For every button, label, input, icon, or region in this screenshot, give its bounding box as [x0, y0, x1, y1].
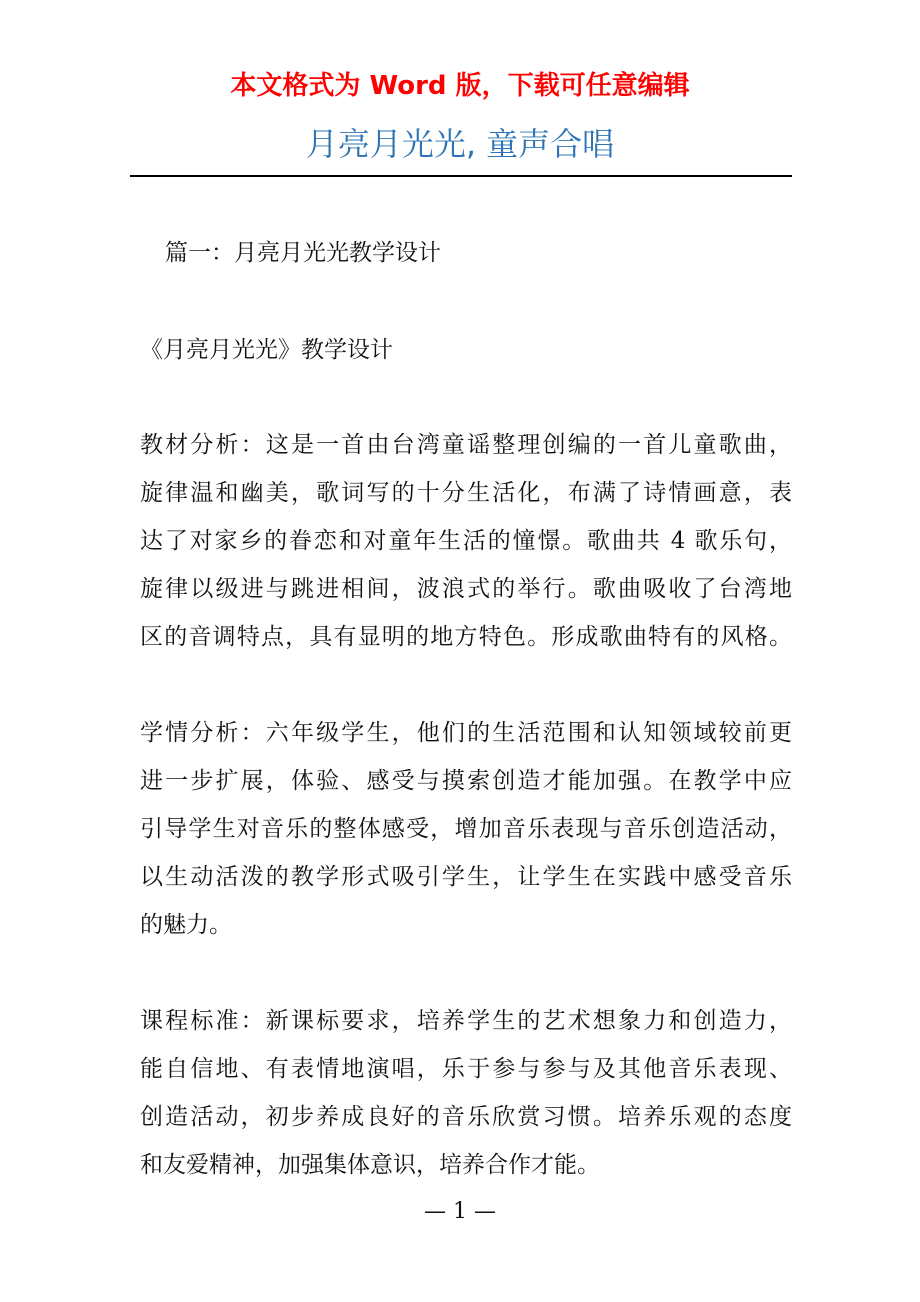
- text-line: 进一步扩展，体验、感受与摸索创造才能加强。在教学中应: [140, 768, 792, 794]
- document-title: 月亮月光光, 童声合唱: [305, 125, 615, 163]
- text-line: 引导学生对音乐的整体感受，增加音乐表现与音乐创造活动，: [140, 816, 792, 842]
- text-line: 能自信地、有表情地演唱，乐于参与参与及其他音乐表现、: [140, 1056, 792, 1082]
- title-divider: [130, 175, 792, 177]
- text-line: 学情分析：六年级学生，他们的生活范围和认知领域较前更: [140, 720, 792, 746]
- text-line: 教材分析：这是一首由台湾童谣整理创编的一首儿童歌曲，: [140, 432, 792, 458]
- text-line: 创造活动，初步养成良好的音乐欣赏习惯。培养乐观的态度: [140, 1104, 792, 1130]
- text-line: 以生动活泼的教学形式吸引学生，让学生在实践中感受音乐: [140, 864, 792, 890]
- text-line: 达了对家乡的眷恋和对童年生活的憧憬。歌曲共 4 歌乐句，: [140, 528, 792, 554]
- text-line: 和友爱精神，加强集体意识，培养合作才能。: [140, 1152, 600, 1178]
- text-line: 课程标准：新课标要求，培养学生的艺术想象力和创造力，: [140, 1008, 792, 1034]
- text-line: 旋律以级进与跳进相间，波浪式的举行。歌曲吸收了台湾地: [140, 576, 792, 602]
- editable-notice-banner: 本文格式为 Word 版，下载可任意编辑: [230, 71, 690, 101]
- page-number: — 1 —: [424, 1199, 496, 1224]
- document-subtitle: 《月亮月光光》教学设计: [140, 337, 393, 363]
- text-line: 旋律温和幽美，歌词写的十分生活化，布满了诗情画意，表: [140, 480, 792, 506]
- text-line: 区的音调特点，具有显明的地方特色。形成歌曲特有的风格。: [140, 624, 792, 650]
- section-heading: 篇一：月亮月光光教学设计: [165, 240, 441, 266]
- text-line: 的魅力。: [140, 912, 232, 938]
